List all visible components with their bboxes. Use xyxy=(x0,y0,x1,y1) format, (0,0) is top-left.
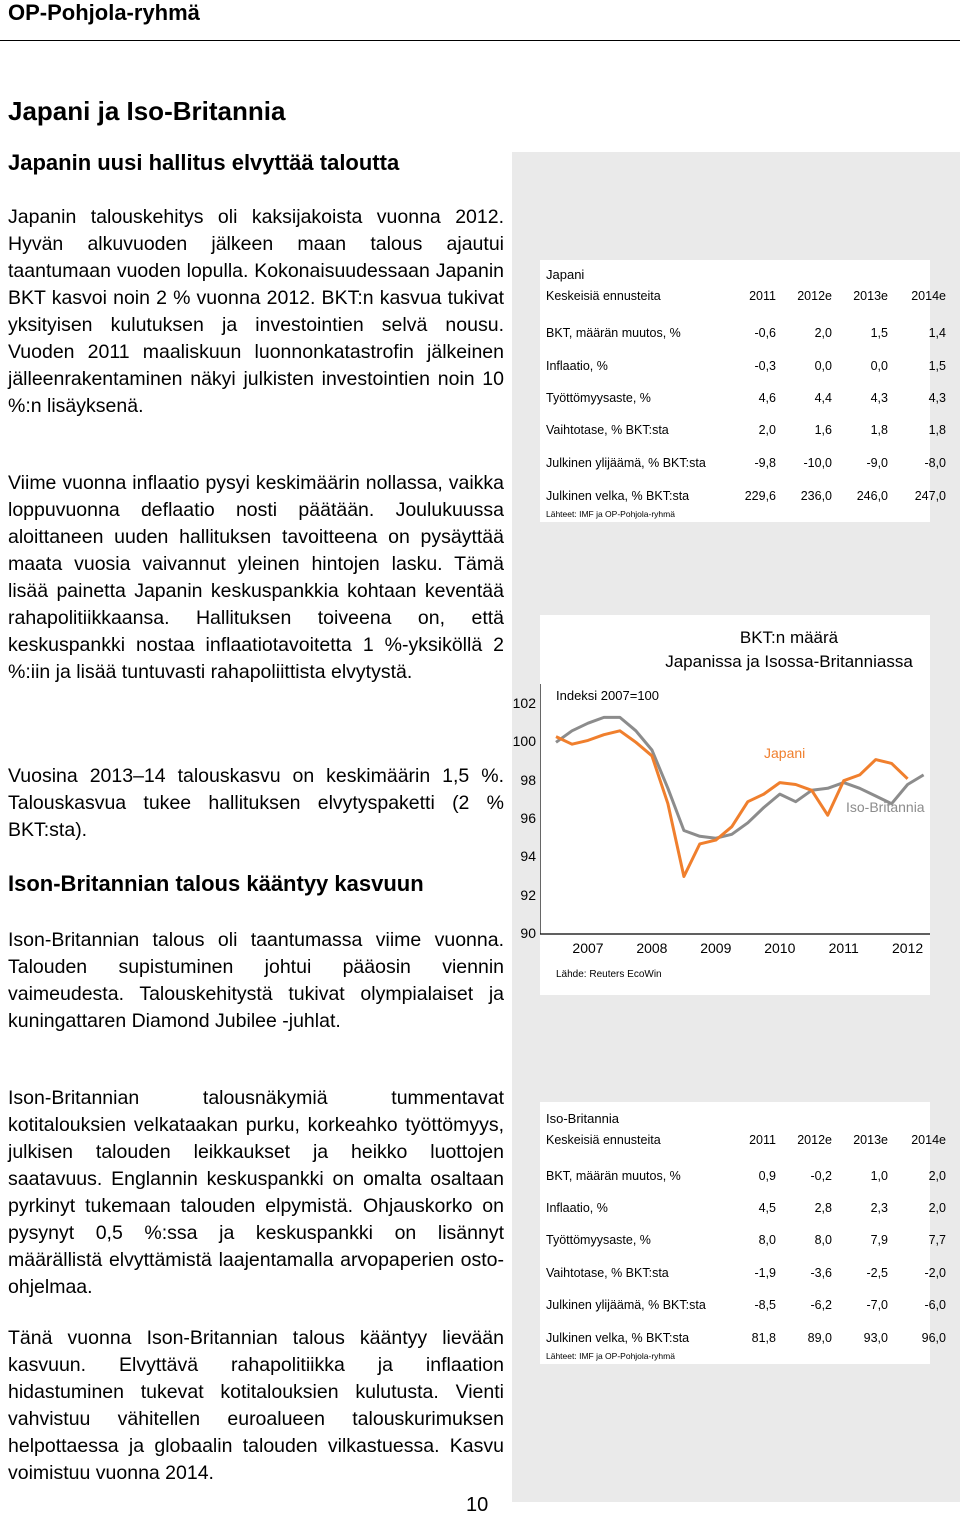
table-year: 2013e xyxy=(853,289,888,303)
cell-value: 93,0 xyxy=(863,1331,888,1345)
row-label: Vaihtotase, % BKT:sta xyxy=(546,1266,669,1280)
cell-value: -8,0 xyxy=(924,456,946,470)
row-label: Inflaatio, % xyxy=(546,1201,608,1215)
cell-value: 0,0 xyxy=(870,359,888,373)
cell-value: 89,0 xyxy=(807,1331,832,1345)
cell-value: -3,6 xyxy=(810,1266,832,1280)
cell-value: 0,0 xyxy=(814,359,832,373)
cell-value: -1,9 xyxy=(754,1266,776,1280)
cell-value: 1,8 xyxy=(870,423,888,437)
japan-paragraph-3: Vuosina 2013–14 talouskasvu on keskimäärin 1,5 %. Talouskasvua tukee hallituksen elvytyspaketti (2 % BKT:sta). xyxy=(8,765,504,841)
table-header-label: Keskeisiä ennusteita xyxy=(546,289,661,303)
cell-value: 8,0 xyxy=(814,1233,832,1247)
y-tick-label: 96 xyxy=(520,810,536,826)
cell-value: -10,0 xyxy=(803,456,832,470)
row-label: Julkinen ylijäämä, % BKT:sta xyxy=(546,1298,706,1312)
x-tick-label: 2008 xyxy=(636,940,668,956)
uk-forecast-table xyxy=(540,1102,946,1364)
cell-value: -8,5 xyxy=(754,1298,776,1312)
table-row xyxy=(546,1201,946,1217)
cell-value: 4,6 xyxy=(758,391,776,405)
x-tick-label: 2012 xyxy=(892,940,924,956)
cell-value: -9,8 xyxy=(754,456,776,470)
cell-value: 1,5 xyxy=(928,359,946,373)
cell-value: 1,5 xyxy=(870,326,888,340)
cell-value: 2,0 xyxy=(814,326,832,340)
y-tick-label: 90 xyxy=(520,925,536,941)
cell-value: -6,2 xyxy=(810,1298,832,1312)
chart-series xyxy=(556,717,924,876)
table-row xyxy=(546,1331,946,1347)
series-label-iso-britannia: Iso-Britannia xyxy=(846,799,925,815)
y-tick-label: 94 xyxy=(520,848,536,864)
cell-value: 4,3 xyxy=(928,391,946,405)
table-source: Lähteet: IMF ja OP-Pohjola-ryhmä xyxy=(546,509,675,519)
cell-value: 81,8 xyxy=(751,1331,776,1345)
series-line-iso-britannia xyxy=(556,717,924,838)
table-row xyxy=(546,326,946,342)
cell-value: 0,9 xyxy=(758,1169,776,1183)
cell-value: 4,4 xyxy=(814,391,832,405)
cell-value: 7,7 xyxy=(928,1233,946,1247)
table-year: 2011 xyxy=(749,1133,776,1147)
row-label: BKT, määrän muutos, % xyxy=(546,1169,681,1183)
cell-value: -6,0 xyxy=(924,1298,946,1312)
table-year: 2012e xyxy=(797,289,832,303)
y-tick-label: 98 xyxy=(520,772,536,788)
row-label: Julkinen ylijäämä, % BKT:sta xyxy=(546,456,706,470)
header-rule xyxy=(0,40,960,41)
cell-value: 229,6 xyxy=(744,489,776,503)
table-year: 2012e xyxy=(797,1133,832,1147)
cell-value: -0,2 xyxy=(810,1169,832,1183)
series-label-japani: Japani xyxy=(764,745,806,761)
y-tick-label: 92 xyxy=(520,887,536,903)
table-row xyxy=(546,1298,946,1314)
row-label: Vaihtotase, % BKT:sta xyxy=(546,423,669,437)
row-label: Työttömyysaste, % xyxy=(546,391,651,405)
japan-paragraph-1: Japanin talouskehitys oli kaksijakoista vuonna 2012. Hyvän alkuvuoden jälkeen maan talous ajautui taantumaan vuoden lopulla. Kokonaisuudessaan Japanin BKT kasvoi noin 2 % vuonna 2012. BKT:n kasvua tukivat yksityisen kulutuksen ja investointien selvä nousu. Vuoden 2011 maaliskuun luonnonkatastrofin jälkeinen jälleenrakentaminen näkyi julkisten investointien noin 10 %:n lisäyksenä. xyxy=(8,206,504,417)
uk-paragraph-1: Ison-Britannian talous oli taantumassa viime vuonna. Talouden supistuminen johtui pääosin viennin vaimeudesta. Talouskehitystä tukivat olympialaiset ja kuningattaren Diamond Jubilee -juhlat. xyxy=(8,929,504,1032)
cell-value: 1,0 xyxy=(870,1169,888,1183)
table-year: 2014e xyxy=(911,1133,946,1147)
cell-value: 246,0 xyxy=(856,489,888,503)
table-header-label: Keskeisiä ennusteita xyxy=(546,1133,661,1147)
cell-value: 2,0 xyxy=(928,1169,946,1183)
japan-heading: Japanin uusi hallitus elvyttää taloutta xyxy=(8,150,400,175)
cell-value: 1,8 xyxy=(928,423,946,437)
table-row xyxy=(546,1169,946,1185)
cell-value: -0,3 xyxy=(754,359,776,373)
row-label: Julkinen velka, % BKT:sta xyxy=(546,489,690,503)
table-row xyxy=(546,1266,946,1282)
table-year: 2014e xyxy=(911,289,946,303)
x-tick-label: 2009 xyxy=(700,940,732,956)
table-country: Iso-Britannia xyxy=(546,1111,619,1126)
row-label: Työttömyysaste, % xyxy=(546,1233,651,1247)
cell-value: -2,5 xyxy=(866,1266,888,1280)
row-label: BKT, määrän muutos, % xyxy=(546,326,681,340)
cell-value: 4,5 xyxy=(758,1201,776,1215)
cell-value: 236,0 xyxy=(800,489,832,503)
organization-name: OP-Pohjola-ryhmä xyxy=(8,0,200,25)
cell-value: 4,3 xyxy=(870,391,888,405)
cell-value: 2,3 xyxy=(870,1201,888,1215)
japan-paragraph-2: Viime vuonna inflaatio pysyi keskimäärin nollassa, vaikka loppuvuonna deflaatio nosti päätään. Joulukuussa aloittaneen uuden hallituksen tavoitteena on pysäyttää maata vuosia vaivannut yleinen hintojen lasku. Tämä lisää painetta Japanin keskuspankkia kohtaan keventää rahapolitiikkaansa. Hallituksen toiveena on, että keskuspankki nostaa inflaatiotavoitetta 1 %-yksiköllä 2 %:iin ja lisää tuntuvasti rahapoliittista elvytystä. xyxy=(8,472,504,683)
cell-value: 2,0 xyxy=(758,423,776,437)
table-country: Japani xyxy=(546,267,585,282)
cell-value: 8,0 xyxy=(758,1233,776,1247)
section-title: Japani ja Iso-Britannia xyxy=(8,96,286,126)
table-year: 2013e xyxy=(853,1133,888,1147)
table-row xyxy=(546,359,946,375)
chart-subtitle: Japanissa ja Isossa-Britanniassa xyxy=(665,652,913,671)
x-tick-label: 2007 xyxy=(572,940,604,956)
table-row xyxy=(546,1233,946,1249)
cell-value: -9,0 xyxy=(866,456,888,470)
chart-title: BKT:n määrä xyxy=(739,628,839,647)
cell-value: -2,0 xyxy=(924,1266,946,1280)
table-row xyxy=(546,391,946,407)
cell-value: 7,9 xyxy=(870,1233,888,1247)
gdp-chart xyxy=(540,615,930,995)
uk-heading: Ison-Britannian talous kääntyy kasvuun xyxy=(8,871,424,896)
chart-unit-label: Indeksi 2007=100 xyxy=(556,688,660,703)
japan-forecast-table xyxy=(540,260,946,522)
cell-value: 2,8 xyxy=(814,1201,832,1215)
cell-value: -0,6 xyxy=(754,326,776,340)
chart-svg xyxy=(540,615,930,995)
cell-value: 1,4 xyxy=(928,326,946,340)
x-tick-label: 2011 xyxy=(828,940,859,956)
x-tick-label: 2010 xyxy=(764,940,796,956)
page-number: 10 xyxy=(466,1494,489,1516)
chart-source: Lähde: Reuters EcoWin xyxy=(556,969,662,980)
cell-value: 96,0 xyxy=(921,1331,946,1345)
cell-value: -7,0 xyxy=(866,1298,888,1312)
table-source: Lähteet: IMF ja OP-Pohjola-ryhmä xyxy=(546,1351,675,1361)
uk-paragraph-3: Tänä vuonna Ison-Britannian talous kääntyy lievään kasvuun. Elvyttävä rahapolitiikka ja inflaation hidastuminen tukevat kotitalouksien kulutusta. Vienti vahvistuu vähitellen euroalueen talouskurimuksen helpottaessa ja globaalin talouden vilkastuessa. Kasvu voimistuu vuonna 2014. xyxy=(8,1327,504,1484)
y-tick-label: 102 xyxy=(512,695,536,711)
table-row xyxy=(546,456,946,472)
cell-value: 247,0 xyxy=(914,489,946,503)
table-row xyxy=(546,489,946,505)
y-tick-label: 100 xyxy=(512,733,536,749)
row-label: Inflaatio, % xyxy=(546,359,608,373)
cell-value: 1,6 xyxy=(814,423,832,437)
table-row xyxy=(546,423,946,439)
uk-paragraph-2: Ison-Britannian talousnäkymiä tummentavat kotitalouksien velkataakan purku, korkeahko työttömyys, julkisen talouden leikkaukset ja heikko luottojen saatavuus. Englannin keskuspankki on omalta osaltaan pyrkinyt tukemaan talouden elpymistä. Ohjauskorko on pysynyt 0,5 %:ssa ja keskuspankki on lisännyt määrällistä elvyttämistä laajentamalla arvopaperien osto-ohjelmaa. xyxy=(8,1087,504,1298)
cell-value: 2,0 xyxy=(928,1201,946,1215)
table-year: 2011 xyxy=(749,289,776,303)
x-axis-ticks xyxy=(572,940,923,956)
row-label: Julkinen velka, % BKT:sta xyxy=(546,1331,690,1345)
